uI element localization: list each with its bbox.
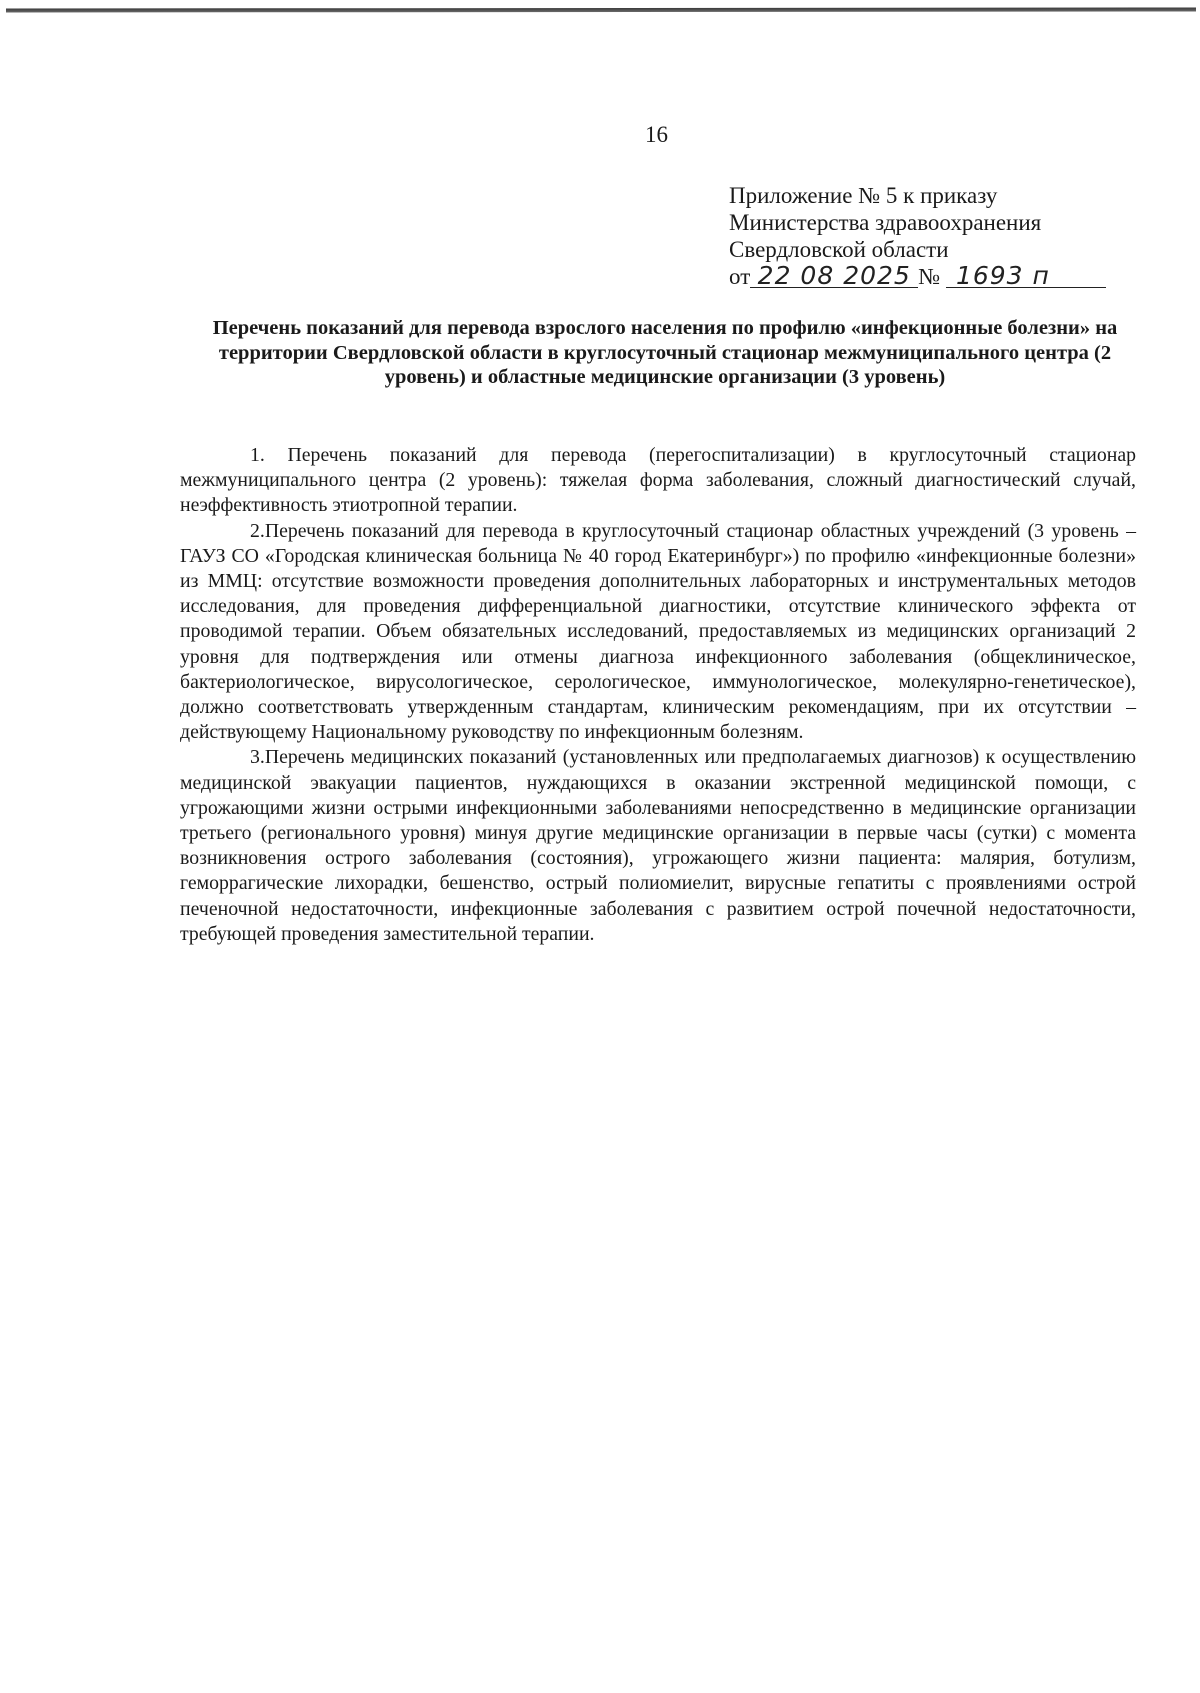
appendix-line-3: Свердловской области <box>729 237 949 262</box>
handwritten-date: 22 08 2025 <box>750 265 918 288</box>
appendix-line-2: Министерства здравоохранения <box>729 210 1042 235</box>
date-prefix: от <box>729 264 751 289</box>
handwritten-order-number: 1693 п <box>946 265 1106 288</box>
number-label: № <box>918 264 941 289</box>
page-number: 16 <box>645 122 668 147</box>
order-date-number-line <box>729 263 1106 290</box>
paragraph-1: 1. Перечень показаний для перевода (перегоспитализации) в круглосуточный стационар межмуниципального центра (2 уровень): тяжелая форма заболевания, сложный диагностический случай, неэффективность этиотропной терапии. <box>180 444 1136 517</box>
scan-edge-line <box>6 7 1196 12</box>
document-title: Перечень показаний для перевода взрослого населения по профилю «инфекционные болезни» на территории Свердловской области в круглосуточный стационар межмуниципального центра (2 уровень) и областные медицинские организации (3 уровень) <box>212 317 1118 388</box>
appendix-line-1: Приложение № 5 к приказу <box>729 183 998 208</box>
paragraph-3: 3.Перечень медицинских показаний (установленных или предполагаемых диагнозов) к осуществлению медицинской эвакуации пациентов, нуждающихся в оказании экстренной медицинской помощи, с угрожающими жизни острыми инфекционными заболеваниями непосредственно в медицинские организации третьего (регионального уровня) минуя другие медицинские организации в первые часы (сутки) с момента возникновения острого заболевания (состояния), угрожающего жизни пациента: малярия, ботулизм, геморрагические лихорадки, бешенство, острый полиомиелит, вирусные гепатиты с проявлениями острой печеночной недостаточности, инфекционные заболевания с развитием острой почечной недостаточности, требующей проведения заместительной терапии. <box>180 746 1136 945</box>
appendix-header <box>729 182 1106 290</box>
paragraph-2: 2.Перечень показаний для перевода в круглосуточный стационар областных учреждений (3 уровень – ГАУЗ СО «Городская клиническая больница № 40 город Екатеринбург») по профилю «инфекционные болезни» из ММЦ: отсутствие возможности проведения дополнительных лабораторных и инструментальных методов исследования, для проведения дифференциальной диагностики, отсутствие клинического эффекта от проводимой терапии. Объем обязательных исследований, предоставляемых из медицинских организаций 2 уровня для подтверждения или отмены диагноза инфекционного заболевания (общеклиническое, бактериологическое, вирусологическое, серологическое, иммунологическое, молекулярно-генетическое), должно соответствовать утвержденным стандартам, клиническим рекомендациям, при их отсутствии – действующему Национальному руководству по инфекционным болезням. <box>180 519 1136 744</box>
document-body <box>180 443 1136 947</box>
